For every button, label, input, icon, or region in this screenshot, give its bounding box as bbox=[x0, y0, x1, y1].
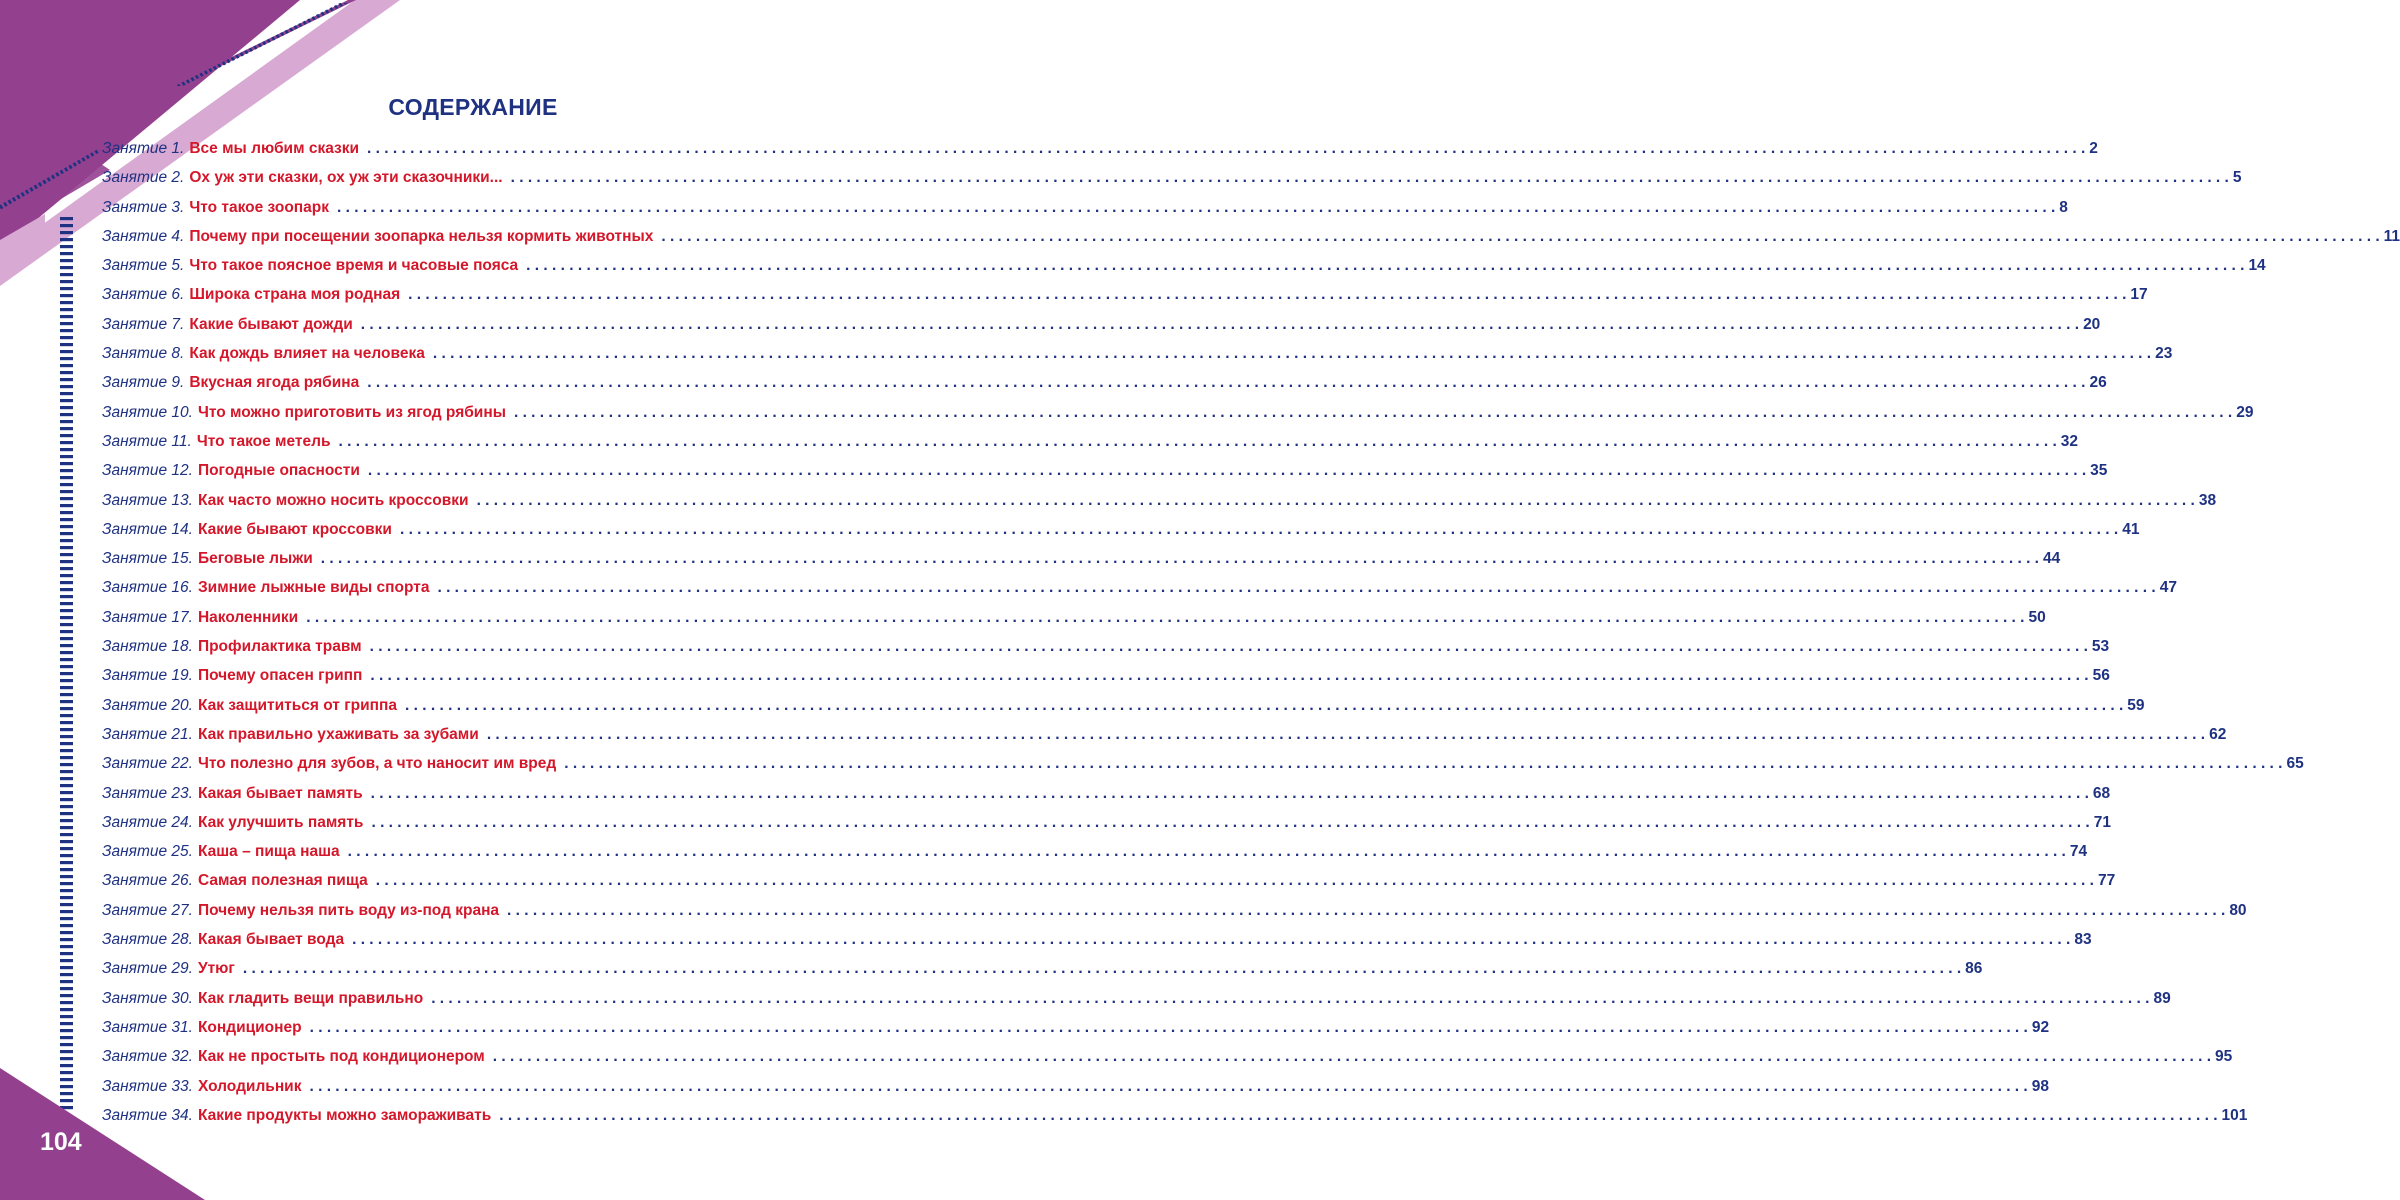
toc-page-number: 44 bbox=[2043, 550, 2061, 568]
toc-dot-leader: . . . . . . . . . . . . . . . . . . . . . . . . . . . . . . . . . . . . . . . . . . . . . . . . . . . . . . . . . . . . . . . . . . . . . . . . . . . . . . . . . . . . . . . . . . . . . . . . . . . . . . . . . . . . . . . . . . . . . . . . . . . . . . . . . . . . . . . . . . . . . . . . . . . . . . . . . . . . . . . . . . . . . . . . . . . . . . . . . . . . . . . . . . . . . . . . . . . . . . . . bbox=[486, 725, 2206, 743]
toc-page-number: 17 bbox=[2130, 286, 2148, 304]
toc-page-number: 11 bbox=[2383, 227, 2400, 245]
toc-dot-leader: . . . . . . . . . . . . . . . . . . . . . . . . . . . . . . . . . . . . . . . . . . . . . . . . . . . . . . . . . . . . . . . . . . . . . . . . . . . . . . . . . . . . . . . . . . . . . . . . . . . . . . . . . . . . . . . . . . . . . . . . . . . . . . . . . . . . . . . . . . . . . . . . . . . . . . . . . . . . . . . . . . . . . . . . . . . . . . . . . . . . . . . . . . . . . . . . . . . . . . . . bbox=[375, 872, 2094, 890]
toc-page-number: 56 bbox=[2092, 667, 2110, 685]
toc-entry bbox=[102, 579, 2177, 608]
toc-topic: Как дождь влияет на человека bbox=[189, 345, 425, 363]
toc-page-number: 95 bbox=[2215, 1048, 2233, 1066]
toc-lesson-number: Занятие 1. bbox=[102, 140, 185, 157]
toc-dot-leader: . . . . . . . . . . . . . . . . . . . . . . . . . . . . . . . . . . . . . . . . . . . . . . . . . . . . . . . . . . . . . . . . . . . . . . . . . . . . . . . . . . . . . . . . . . . . . . . . . . . . . . . . . . . . . . . . . . . . . . . . . . . . . . . . . . . . . . . . . . . . . . . . . . . . . . . . . . . . . . . . . . . . . . . . . . . . . . . . . . . . . . . . . . . . . . . . . . . . . . . . bbox=[337, 198, 2056, 216]
toc-entry bbox=[102, 843, 2088, 872]
toc-page-number: 29 bbox=[2236, 403, 2254, 421]
toc-page-number: 38 bbox=[2198, 491, 2217, 509]
toc-dot-leader: . . . . . . . . . . . . . . . . . . . . . . . . . . . . . . . . . . . . . . . . . . . . . . . . . . . . . . . . . . . . . . . . . . . . . . . . . . . . . . . . . . . . . . . . . . . . . . . . . . . . . . . . . . . . . . . . . . . . . . . . . . . . . . . . . . . . . . . . . . . . . . . . . . . . . . . . . . . . . . . . . . . . . . . . . . . . . . . . . . . . . . . . . . . . . . . . . . . . . . . . bbox=[370, 784, 2089, 802]
toc-entry bbox=[102, 315, 2101, 345]
toc-dot-leader: . . . . . . . . . . . . . . . . . . . . . . . . . . . . . . . . . . . . . . . . . . . . . . . . . . . . . . . . . . . . . . . . . . . . . . . . . . . . . . . . . . . . . . . . . . . . . . . . . . . . . . . . . . . . . . . . . . . . . . . . . . . . . . . . . . . . . . . . . . . . . . . . . . . . . . . . . . . . . . . . . . . . . . . . . . . . . . . . . . . . . . . . . . . . . . . . . . . . . . . . bbox=[437, 579, 2156, 597]
toc-page-number: 89 bbox=[2153, 989, 2171, 1007]
toc-entry bbox=[102, 725, 2227, 755]
toc-entry bbox=[102, 638, 2110, 667]
toc-entry bbox=[102, 813, 2111, 843]
toc-entry bbox=[102, 755, 2304, 784]
toc-topic: Широка страна моя родная bbox=[189, 286, 401, 304]
toc-dot-leader: . . . . . . . . . . . . . . . . . . . . . . . . . . . . . . . . . . . . . . . . . . . . . . . . . . . . . . . . . . . . . . . . . . . . . . . . . . . . . . . . . . . . . . . . . . . . . . . . . . . . . . . . . . . . . . . . . . . . . . . . . . . . . . . . . . . . . . . . . . . . . . . . . . . . . . . . . . . . . . . . . . . . . . . . . . . . . . . . . . . . . . . . . . . . . . . . . . . . . . . . bbox=[431, 989, 2150, 1007]
toc-lesson-number: Занятие 6. bbox=[102, 286, 185, 304]
toc-topic: Зимние лыжные виды спорта bbox=[197, 579, 430, 597]
toc-topic: Наколенники bbox=[197, 608, 299, 626]
toc-dot-leader: . . . . . . . . . . . . . . . . . . . . . . . . . . . . . . . . . . . . . . . . . . . . . . . . . . . . . . . . . . . . . . . . . . . . . . . . . . . . . . . . . . . . . . . . . . . . . . . . . . . . . . . . . . . . . . . . . . . . . . . . . . . . . . . . . . . . . . . . . . . . . . . . . . . . . . . . . . . . . . . . . . . . . . . . . . . . . . . . . . . . . . . . . . . . . . . . . . . . . . . . bbox=[371, 813, 2090, 831]
toc-lesson-number: Занятие 32. bbox=[102, 1048, 193, 1066]
toc-lesson-number: Занятие 2. bbox=[102, 169, 185, 187]
toc-dot-leader: . . . . . . . . . . . . . . . . . . . . . . . . . . . . . . . . . . . . . . . . . . . . . . . . . . . . . . . . . . . . . . . . . . . . . . . . . . . . . . . . . . . . . . . . . . . . . . . . . . . . . . . . . . . . . . . . . . . . . . . . . . . . . . . . . . . . . . . . . . . . . . . . . . . . . . . . . . . . . . . . . . . . . . . . . . . . . . . . . . . . . . . . . . . . . . . . . . . . . . . . bbox=[513, 403, 2233, 421]
toc-topic: Профилактика травм bbox=[197, 638, 362, 656]
toc-topic: Утюг bbox=[197, 960, 235, 978]
toc-dot-leader: . . . . . . . . . . . . . . . . . . . . . . . . . . . . . . . . . . . . . . . . . . . . . . . . . . . . . . . . . . . . . . . . . . . . . . . . . . . . . . . . . . . . . . . . . . . . . . . . . . . . . . . . . . . . . . . . . . . . . . . . . . . . . . . . . . . . . . . . . . . . . . . . . . . . . . . . . . . . . . . . . . . . . . . . . . . . . . . . . . . . . . . . . . . . . . . . . . . . . . . . bbox=[526, 257, 2245, 275]
toc-entry bbox=[102, 901, 2247, 931]
toc-entry bbox=[102, 169, 2242, 198]
left-ruler-stripes bbox=[60, 215, 73, 1110]
toc-lesson-number: Занятие 19. bbox=[102, 667, 193, 685]
toc-page-number: 77 bbox=[2097, 872, 2116, 890]
toc-page-number: 47 bbox=[2159, 579, 2177, 597]
toc-dot-leader: . . . . . . . . . . . . . . . . . . . . . . . . . . . . . . . . . . . . . . . . . . . . . . . . . . . . . . . . . . . . . . . . . . . . . . . . . . . . . . . . . . . . . . . . . . . . . . . . . . . . . . . . . . . . . . . . . . . . . . . . . . . . . . . . . . . . . . . . . . . . . . . . . . . . . . . . . . . . . . . . . . . . . . . . . . . . . . . . . . . . . . . . . . . . . . . . . . . . . . . . bbox=[320, 550, 2039, 568]
toc-topic: Самая полезная пища bbox=[197, 872, 368, 890]
toc-lesson-number: Занятие 12. bbox=[102, 462, 193, 480]
toc-topic: Как защититься от гриппа bbox=[197, 696, 398, 714]
toc-dot-leader: . . . . . . . . . . . . . . . . . . . . . . . . . . . . . . . . . . . . . . . . . . . . . . . . . . . . . . . . . . . . . . . . . . . . . . . . . . . . . . . . . . . . . . . . . . . . . . . . . . . . . . . . . . . . . . . . . . . . . . . . . . . . . . . . . . . . . . . . . . . . . . . . . . . . . . . . . . . . . . . . . . . . . . . . . . . . . . . . . . . . . . . . . . . . . . . . . . . . . . . . bbox=[510, 169, 2229, 187]
toc-page-number: 74 bbox=[2069, 843, 2088, 861]
toc-page-number: 32 bbox=[2060, 432, 2079, 450]
toc-lesson-number: Занятие 27. bbox=[102, 901, 193, 919]
toc-entry bbox=[102, 696, 2145, 726]
toc-lesson-number: Занятие 9. bbox=[102, 374, 185, 392]
toc-entry bbox=[102, 520, 2140, 550]
toc-topic: Погодные опасности bbox=[197, 462, 360, 480]
toc-lesson-number: Занятие 25. bbox=[102, 843, 193, 861]
toc-entry bbox=[102, 1048, 2233, 1077]
toc-lesson-number: Занятие 29. bbox=[102, 960, 193, 978]
toc-lesson-number: Занятие 10. bbox=[102, 403, 193, 421]
toc-dot-leader: . . . . . . . . . . . . . . . . . . . . . . . . . . . . . . . . . . . . . . . . . . . . . . . . . . . . . . . . . . . . . . . . . . . . . . . . . . . . . . . . . . . . . . . . . . . . . . . . . . . . . . . . . . . . . . . . . . . . . . . . . . . . . . . . . . . . . . . . . . . . . . . . . . . . . . . . . . . . . . . . . . . . . . . . . . . . . . . . . . . . . . . . . . . . . . . . . . . . . . . . bbox=[306, 608, 2025, 626]
toc-topic: Что полезно для зубов, а что наносит им вред bbox=[197, 755, 557, 773]
toc-entry bbox=[102, 872, 2116, 901]
toc-topic: Ох уж эти сказки, ох уж эти сказочники... bbox=[189, 169, 503, 187]
toc-entry bbox=[102, 227, 2400, 257]
toc-entry bbox=[102, 432, 2079, 462]
toc-dot-leader: . . . . . . . . . . . . . . . . . . . . . . . . . . . . . . . . . . . . . . . . . . . . . . . . . . . . . . . . . . . . . . . . . . . . . . . . . . . . . . . . . . . . . . . . . . . . . . . . . . . . . . . . . . . . . . . . . . . . . . . . . . . . . . . . . . . . . . . . . . . . . . . . . . . . . . . . . . . . . . . . . . . . . . . . . . . . . . . . . . . . . . . . . . . . . . . . . . . . . . . . bbox=[352, 931, 2071, 949]
toc-topic: Что можно приготовить из ягод рябины bbox=[197, 403, 506, 421]
page-number: 104 bbox=[40, 1128, 82, 1156]
toc-topic: Холодильник bbox=[197, 1077, 302, 1095]
toc-dot-leader: . . . . . . . . . . . . . . . . . . . . . . . . . . . . . . . . . . . . . . . . . . . . . . . . . . . . . . . . . . . . . . . . . . . . . . . . . . . . . . . . . . . . . . . . . . . . . . . . . . . . . . . . . . . . . . . . . . . . . . . . . . . . . . . . . . . . . . . . . . . . . . . . . . . . . . . . . . . . . . . . . . . . . . . . . . . . . . . . . . . . . . . . . . . . . . . . . . . . . . . . bbox=[476, 491, 2195, 509]
toc-lesson-number: Занятие 24. bbox=[102, 813, 193, 831]
toc-lesson-number: Занятие 34. bbox=[102, 1106, 193, 1124]
toc-topic: Беговые лыжи bbox=[197, 550, 313, 568]
table-of-contents bbox=[102, 140, 2400, 1136]
toc-topic: Каша – пища наша bbox=[197, 843, 340, 861]
toc-topic: Почему при посещении зоопарка нельзя кормить животных bbox=[189, 227, 654, 245]
toc-topic: Почему нельзя пить воду из-под крана bbox=[197, 901, 500, 919]
toc-lesson-number: Занятие 28. bbox=[102, 931, 193, 949]
toc-topic: Какие бывают кроссовки bbox=[197, 520, 392, 538]
toc-dot-leader: . . . . . . . . . . . . . . . . . . . . . . . . . . . . . . . . . . . . . . . . . . . . . . . . . . . . . . . . . . . . . . . . . . . . . . . . . . . . . . . . . . . . . . . . . . . . . . . . . . . . . . . . . . . . . . . . . . . . . . . . . . . . . . . . . . . . . . . . . . . . . . . . . . . . . . . . . . . . . . . . . . . . . . . . . . . . . . . . . . . . . . . . . . . . . . . . . . . . . . . . bbox=[399, 520, 2119, 538]
toc-lesson-number: Занятие 33. bbox=[102, 1077, 193, 1095]
toc-entry bbox=[102, 286, 2148, 315]
toc-dot-leader: . . . . . . . . . . . . . . . . . . . . . . . . . . . . . . . . . . . . . . . . . . . . . . . . . . . . . . . . . . . . . . . . . . . . . . . . . . . . . . . . . . . . . . . . . . . . . . . . . . . . . . . . . . . . . . . . . . . . . . . . . . . . . . . . . . . . . . . . . . . . . . . . . . . . . . . . . . . . . . . . . . . . . . . . . . . . . . . . . . . . . . . . . . . . . . . . . . . . . . . . bbox=[367, 374, 2086, 392]
toc-entry bbox=[102, 462, 2108, 491]
toc-topic: Почему опасен грипп bbox=[197, 667, 363, 685]
toc-dot-leader: . . . . . . . . . . . . . . . . . . . . . . . . . . . . . . . . . . . . . . . . . . . . . . . . . . . . . . . . . . . . . . . . . . . . . . . . . . . . . . . . . . . . . . . . . . . . . . . . . . . . . . . . . . . . . . . . . . . . . . . . . . . . . . . . . . . . . . . . . . . . . . . . . . . . . . . . . . . . . . . . . . . . . . . . . . . . . . . . . . . . . . . . . . . . . . . . . . . . . . . . bbox=[492, 1048, 2212, 1066]
toc-dot-leader: . . . . . . . . . . . . . . . . . . . . . . . . . . . . . . . . . . . . . . . . . . . . . . . . . . . . . . . . . . . . . . . . . . . . . . . . . . . . . . . . . . . . . . . . . . . . . . . . . . . . . . . . . . . . . . . . . . . . . . . . . . . . . . . . . . . . . . . . . . . . . . . . . . . . . . . . . . . . . . . . . . . . . . . . . . . . . . . . . . . . . . . . . . . . . . . . . . . . . . . . bbox=[369, 638, 2088, 656]
toc-entry bbox=[102, 667, 2110, 696]
toc-topic: Какая бывает память bbox=[197, 784, 363, 802]
toc-dot-leader: . . . . . . . . . . . . . . . . . . . . . . . . . . . . . . . . . . . . . . . . . . . . . . . . . . . . . . . . . . . . . . . . . . . . . . . . . . . . . . . . . . . . . . . . . . . . . . . . . . . . . . . . . . . . . . . . . . . . . . . . . . . . . . . . . . . . . . . . . . . . . . . . . . . . . . . . . . . . . . . . . . . . . . . . . . . . . . . . . . . . . . . . . . . . . . . . . . . . . . . . bbox=[360, 315, 2080, 333]
toc-page-number: 23 bbox=[2155, 345, 2173, 363]
toc-topic: Какие бывают дожди bbox=[189, 315, 353, 333]
toc-page-number: 92 bbox=[2031, 1018, 2050, 1036]
toc-dot-leader: . . . . . . . . . . . . . . . . . . . . . . . . . . . . . . . . . . . . . . . . . . . . . . . . . . . . . . . . . . . . . . . . . . . . . . . . . . . . . . . . . . . . . . . . . . . . . . . . . . . . . . . . . . . . . . . . . . . . . . . . . . . . . . . . . . . . . . . . . . . . . . . . . . . . . . . . . . . . . . . . . . . . . . . . . . . . . . . . . . . . . . . . . . . . . . . . . . . . . . . . bbox=[432, 345, 2152, 363]
toc-dot-leader: . . . . . . . . . . . . . . . . . . . . . . . . . . . . . . . . . . . . . . . . . . . . . . . . . . . . . . . . . . . . . . . . . . . . . . . . . . . . . . . . . . . . . . . . . . . . . . . . . . . . . . . . . . . . . . . . . . . . . . . . . . . . . . . . . . . . . . . . . . . . . . . . . . . . . . . . . . . . . . . . . . . . . . . . . . . . . . . . . . . . . . . . . . . . . . . . . . . . . . . . bbox=[309, 1077, 2028, 1095]
toc-page-number: 83 bbox=[2074, 931, 2092, 949]
toc-dot-leader: . . . . . . . . . . . . . . . . . . . . . . . . . . . . . . . . . . . . . . . . . . . . . . . . . . . . . . . . . . . . . . . . . . . . . . . . . . . . . . . . . . . . . . . . . . . . . . . . . . . . . . . . . . . . . . . . . . . . . . . . . . . . . . . . . . . . . . . . . . . . . . . . . . . . . . . . . . . . . . . . . . . . . . . . . . . . . . . . . . . . . . . . . . . . . . . . . . . . . . . . bbox=[367, 140, 2086, 157]
toc-entry bbox=[102, 784, 2111, 814]
toc-dot-leader: . . . . . . . . . . . . . . . . . . . . . . . . . . . . . . . . . . . . . . . . . . . . . . . . . . . . . . . . . . . . . . . . . . . . . . . . . . . . . . . . . . . . . . . . . . . . . . . . . . . . . . . . . . . . . . . . . . . . . . . . . . . . . . . . . . . . . . . . . . . . . . . . . . . . . . . . . . . . . . . . . . . . . . . . . . . . . . . . . . . . . . . . . . . . . . . . . . . . . . . . bbox=[499, 1106, 2218, 1124]
toc-dot-leader: . . . . . . . . . . . . . . . . . . . . . . . . . . . . . . . . . . . . . . . . . . . . . . . . . . . . . . . . . . . . . . . . . . . . . . . . . . . . . . . . . . . . . . . . . . . . . . . . . . . . . . . . . . . . . . . . . . . . . . . . . . . . . . . . . . . . . . . . . . . . . . . . . . . . . . . . . . . . . . . . . . . . . . . . . . . . . . . . . . . . . . . . . . . . . . . . . . . . . . . . bbox=[370, 667, 2089, 685]
toc-lesson-number: Занятие 4. bbox=[102, 227, 185, 245]
toc-lesson-number: Занятие 18. bbox=[102, 638, 193, 656]
toc-lesson-number: Занятие 5. bbox=[102, 257, 185, 275]
toc-lesson-number: Занятие 31. bbox=[102, 1018, 193, 1036]
toc-lesson-number: Занятие 16. bbox=[102, 579, 193, 597]
toc-topic: Как гладить вещи правильно bbox=[197, 989, 424, 1007]
toc-entry bbox=[102, 140, 2098, 169]
toc-entry bbox=[102, 403, 2254, 433]
toc-entry bbox=[102, 989, 2171, 1019]
toc-entry bbox=[102, 960, 1983, 989]
toc-entry bbox=[102, 931, 2092, 960]
toc-page-number: 20 bbox=[2083, 315, 2101, 333]
toc-page-number: 5 bbox=[2232, 169, 2242, 187]
toc-lesson-number: Занятие 22. bbox=[102, 755, 193, 773]
toc-page-number: 71 bbox=[2093, 813, 2111, 831]
toc-entry bbox=[102, 1106, 2248, 1136]
toc-page-number: 2 bbox=[2089, 140, 2098, 157]
toc-entry bbox=[102, 1018, 2050, 1048]
toc-entry bbox=[102, 550, 2061, 579]
toc-topic: Как не простыть под кондиционером bbox=[197, 1048, 485, 1066]
toc-page-number: 98 bbox=[2031, 1077, 2049, 1095]
toc-lesson-number: Занятие 8. bbox=[102, 345, 185, 363]
toc-topic: Как часто можно носить кроссовки bbox=[197, 491, 469, 509]
toc-dot-leader: . . . . . . . . . . . . . . . . . . . . . . . . . . . . . . . . . . . . . . . . . . . . . . . . . . . . . . . . . . . . . . . . . . . . . . . . . . . . . . . . . . . . . . . . . . . . . . . . . . . . . . . . . . . . . . . . . . . . . . . . . . . . . . . . . . . . . . . . . . . . . . . . . . . . . . . . . . . . . . . . . . . . . . . . . . . . . . . . . . . . . . . . . . . . . . . . . . . . . . . . bbox=[661, 227, 2380, 245]
toc-topic: Что такое поясное время и часовые пояса bbox=[189, 257, 519, 275]
toc-dot-leader: . . . . . . . . . . . . . . . . . . . . . . . . . . . . . . . . . . . . . . . . . . . . . . . . . . . . . . . . . . . . . . . . . . . . . . . . . . . . . . . . . . . . . . . . . . . . . . . . . . . . . . . . . . . . . . . . . . . . . . . . . . . . . . . . . . . . . . . . . . . . . . . . . . . . . . . . . . . . . . . . . . . . . . . . . . . . . . . . . . . . . . . . . . . . . . . . . . . . . . . . bbox=[242, 960, 1962, 978]
toc-topic: Все мы любим сказки bbox=[189, 140, 360, 157]
toc-lesson-number: Занятие 21. bbox=[102, 725, 193, 743]
toc-lesson-number: Занятие 20. bbox=[102, 696, 193, 714]
toc-lesson-number: Занятие 3. bbox=[102, 198, 185, 216]
toc-lesson-number: Занятие 13. bbox=[102, 491, 193, 509]
toc-topic: Что такое метель bbox=[196, 432, 331, 450]
toc-lesson-number: Занятие 14. bbox=[102, 520, 193, 538]
toc-page-number: 41 bbox=[2122, 520, 2140, 538]
toc-dot-leader: . . . . . . . . . . . . . . . . . . . . . . . . . . . . . . . . . . . . . . . . . . . . . . . . . . . . . . . . . . . . . . . . . . . . . . . . . . . . . . . . . . . . . . . . . . . . . . . . . . . . . . . . . . . . . . . . . . . . . . . . . . . . . . . . . . . . . . . . . . . . . . . . . . . . . . . . . . . . . . . . . . . . . . . . . . . . . . . . . . . . . . . . . . . . . . . . . . . . . . . . bbox=[367, 462, 2087, 480]
toc-dot-leader: . . . . . . . . . . . . . . . . . . . . . . . . . . . . . . . . . . . . . . . . . . . . . . . . . . . . . . . . . . . . . . . . . . . . . . . . . . . . . . . . . . . . . . . . . . . . . . . . . . . . . . . . . . . . . . . . . . . . . . . . . . . . . . . . . . . . . . . . . . . . . . . . . . . . . . . . . . . . . . . . . . . . . . . . . . . . . . . . . . . . . . . . . . . . . . . . . . . . . . . . bbox=[564, 755, 2283, 773]
toc-page-number: 65 bbox=[2286, 755, 2304, 773]
toc-entry bbox=[102, 374, 2107, 403]
toc-dot-leader: . . . . . . . . . . . . . . . . . . . . . . . . . . . . . . . . . . . . . . . . . . . . . . . . . . . . . . . . . . . . . . . . . . . . . . . . . . . . . . . . . . . . . . . . . . . . . . . . . . . . . . . . . . . . . . . . . . . . . . . . . . . . . . . . . . . . . . . . . . . . . . . . . . . . . . . . . . . . . . . . . . . . . . . . . . . . . . . . . . . . . . . . . . . . . . . . . . . . . . . . bbox=[338, 432, 2057, 450]
toc-topic: Какие продукты можно замораживать bbox=[197, 1106, 492, 1124]
toc-lesson-number: Занятие 26. bbox=[102, 872, 193, 890]
toc-page-number: 68 bbox=[2092, 784, 2111, 802]
toc-topic: Что такое зоопарк bbox=[189, 198, 330, 216]
toc-page-number: 8 bbox=[2059, 198, 2068, 216]
toc-entry bbox=[102, 345, 2173, 374]
toc-page-number: 62 bbox=[2209, 725, 2227, 743]
toc-page-number: 14 bbox=[2248, 257, 2266, 275]
toc-dot-leader: . . . . . . . . . . . . . . . . . . . . . . . . . . . . . . . . . . . . . . . . . . . . . . . . . . . . . . . . . . . . . . . . . . . . . . . . . . . . . . . . . . . . . . . . . . . . . . . . . . . . . . . . . . . . . . . . . . . . . . . . . . . . . . . . . . . . . . . . . . . . . . . . . . . . . . . . . . . . . . . . . . . . . . . . . . . . . . . . . . . . . . . . . . . . . . . . . . . . . . . . bbox=[347, 843, 2066, 861]
toc-entry bbox=[102, 1077, 2049, 1107]
page-title: СОДЕРЖАНИЕ bbox=[388, 94, 558, 120]
toc-lesson-number: Занятие 11. bbox=[102, 432, 192, 450]
toc-dot-leader: . . . . . . . . . . . . . . . . . . . . . . . . . . . . . . . . . . . . . . . . . . . . . . . . . . . . . . . . . . . . . . . . . . . . . . . . . . . . . . . . . . . . . . . . . . . . . . . . . . . . . . . . . . . . . . . . . . . . . . . . . . . . . . . . . . . . . . . . . . . . . . . . . . . . . . . . . . . . . . . . . . . . . . . . . . . . . . . . . . . . . . . . . . . . . . . . . . . . . . . . bbox=[309, 1018, 2028, 1036]
toc-page-number: 53 bbox=[2091, 638, 2110, 656]
toc-lesson-number: Занятие 23. bbox=[102, 784, 193, 802]
toc-entry bbox=[102, 257, 2266, 286]
toc-dot-leader: . . . . . . . . . . . . . . . . . . . . . . . . . . . . . . . . . . . . . . . . . . . . . . . . . . . . . . . . . . . . . . . . . . . . . . . . . . . . . . . . . . . . . . . . . . . . . . . . . . . . . . . . . . . . . . . . . . . . . . . . . . . . . . . . . . . . . . . . . . . . . . . . . . . . . . . . . . . . . . . . . . . . . . . . . . . . . . . . . . . . . . . . . . . . . . . . . . . . . . . . bbox=[405, 696, 2124, 714]
toc-page-number: 50 bbox=[2028, 608, 2046, 626]
toc-page-number: 101 bbox=[2221, 1106, 2248, 1124]
toc-lesson-number: Занятие 7. bbox=[102, 315, 185, 333]
toc-topic: Как улучшить память bbox=[197, 813, 364, 831]
toc-page-number: 59 bbox=[2127, 696, 2145, 714]
toc-entry bbox=[102, 198, 2068, 228]
toc-topic: Кондиционер bbox=[197, 1018, 302, 1036]
toc-topic: Как правильно ухаживать за зубами bbox=[197, 725, 479, 743]
toc-page-number: 80 bbox=[2229, 901, 2247, 919]
toc-page-number: 35 bbox=[2090, 462, 2108, 480]
toc-lesson-number: Занятие 15. bbox=[102, 550, 193, 568]
toc-entry bbox=[102, 491, 2217, 521]
toc-page-number: 86 bbox=[1965, 960, 1983, 978]
toc-dot-leader: . . . . . . . . . . . . . . . . . . . . . . . . . . . . . . . . . . . . . . . . . . . . . . . . . . . . . . . . . . . . . . . . . . . . . . . . . . . . . . . . . . . . . . . . . . . . . . . . . . . . . . . . . . . . . . . . . . . . . . . . . . . . . . . . . . . . . . . . . . . . . . . . . . . . . . . . . . . . . . . . . . . . . . . . . . . . . . . . . . . . . . . . . . . . . . . . . . . . . . . . bbox=[507, 901, 2226, 919]
toc-entry bbox=[102, 608, 2046, 638]
toc-dot-leader: . . . . . . . . . . . . . . . . . . . . . . . . . . . . . . . . . . . . . . . . . . . . . . . . . . . . . . . . . . . . . . . . . . . . . . . . . . . . . . . . . . . . . . . . . . . . . . . . . . . . . . . . . . . . . . . . . . . . . . . . . . . . . . . . . . . . . . . . . . . . . . . . . . . . . . . . . . . . . . . . . . . . . . . . . . . . . . . . . . . . . . . . . . . . . . . . . . . . . . . . bbox=[408, 286, 2127, 304]
toc-topic: Какая бывает вода bbox=[197, 931, 345, 949]
toc-page-number: 26 bbox=[2089, 374, 2107, 392]
toc-lesson-number: Занятие 17. bbox=[102, 608, 193, 626]
toc-topic: Вкусная ягода рябина bbox=[189, 374, 360, 392]
toc-lesson-number: Занятие 30. bbox=[102, 989, 193, 1007]
